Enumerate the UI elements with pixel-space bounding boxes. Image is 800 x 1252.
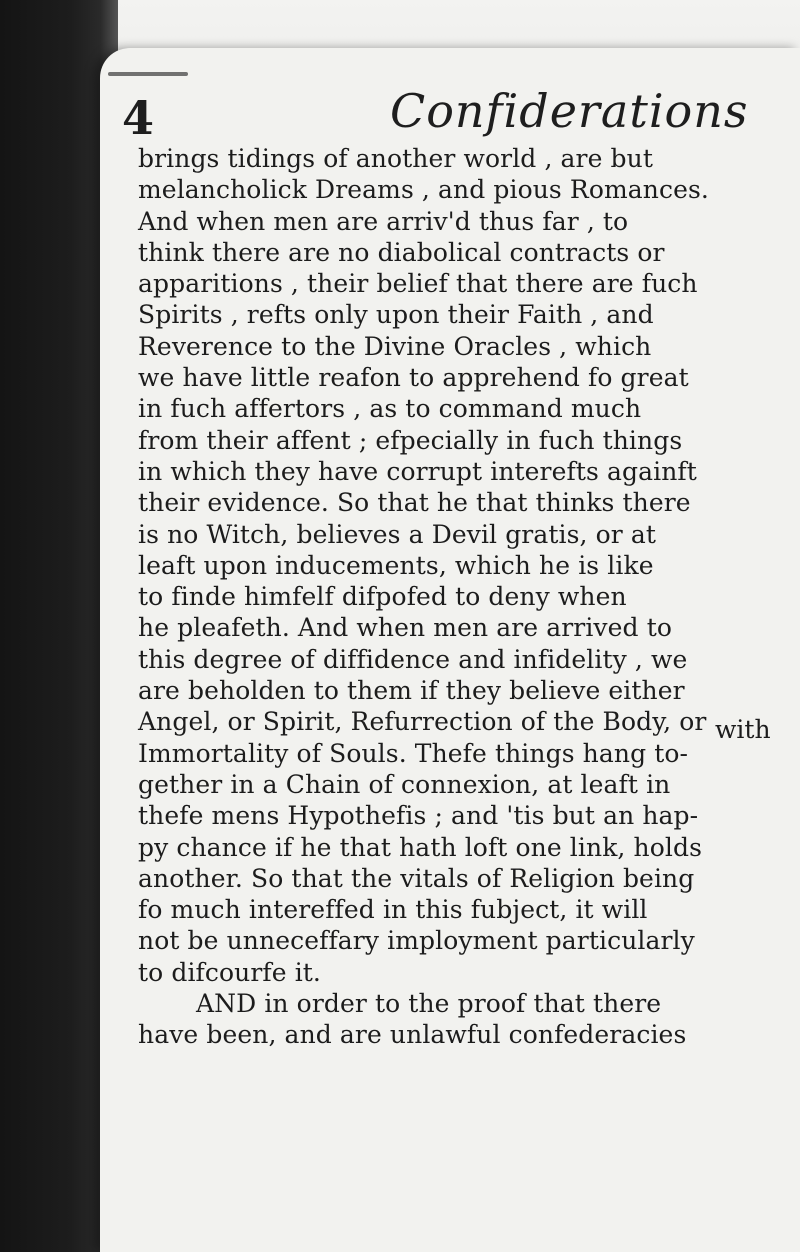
text-line: brings tidings of another world , are but bbox=[138, 144, 653, 173]
text-line: not be unneceffary imployment particularly bbox=[138, 926, 695, 956]
text-line: Reverence to the Divine Oracles , which bbox=[138, 331, 652, 361]
text-line: AND in order to the proof that there bbox=[196, 989, 662, 1019]
text-line: to difcourfe it. bbox=[138, 957, 321, 987]
text-line: Spirits , refts only upon their Faith , and bbox=[138, 300, 654, 330]
text-line: have been, and are unlawful confederacies bbox=[138, 1020, 687, 1050]
text-line: in which they have corrupt interefts againft bbox=[138, 456, 697, 486]
text-line: apparitions , their belief that there are fuch bbox=[138, 269, 698, 299]
text-line: we have little reafon to apprehend fo great bbox=[138, 363, 689, 393]
text-line: melancholick Dreams , and pious Romances. bbox=[138, 175, 709, 205]
text-line: their evidence. So that he that thinks there bbox=[138, 488, 691, 518]
text-line: leaft upon inducements, which he is like bbox=[138, 550, 654, 580]
text-line: gether in a Chain of connexion, at leaft in bbox=[138, 769, 671, 799]
running-head: Confiderations bbox=[390, 84, 749, 138]
text-line: are beholden to them if they believe either bbox=[138, 676, 685, 706]
text-line: think there are no diabolical contracts or bbox=[138, 237, 665, 267]
text-line: thefe mens Hypothefis ; and 'tis but an hap- bbox=[138, 801, 699, 831]
text-line: py chance if he that hath loft one link, holds bbox=[138, 832, 703, 862]
header-rule bbox=[108, 72, 188, 76]
text-line: another. So that the vitals of Religion being bbox=[138, 863, 695, 893]
text-line: in fuch affertors , as to command much bbox=[138, 394, 642, 424]
text-line: to finde himfelf difpofed to deny when bbox=[138, 582, 627, 612]
text-line: is no Witch, believes a Devil gratis, or at bbox=[138, 519, 657, 549]
text-line: he pleafeth. And when men are arrived to bbox=[138, 613, 672, 643]
catchword: with bbox=[715, 715, 771, 744]
text-line: Immortality of Souls. Thefe things hang to- bbox=[138, 738, 689, 768]
text-line: And when men are arriv'd thus far , to bbox=[138, 206, 629, 236]
text-line: Angel, or Spirit, Refurrection of the Body, or bbox=[138, 707, 707, 737]
body-text bbox=[138, 143, 798, 1051]
text-line: this degree of diffidence and infidelity , we bbox=[138, 644, 688, 674]
page-number: 4 bbox=[122, 91, 155, 145]
text-line: from their affent ; efpecially in fuch things bbox=[138, 425, 683, 455]
text-line: fo much intereffed in this fubject, it will bbox=[138, 895, 648, 925]
